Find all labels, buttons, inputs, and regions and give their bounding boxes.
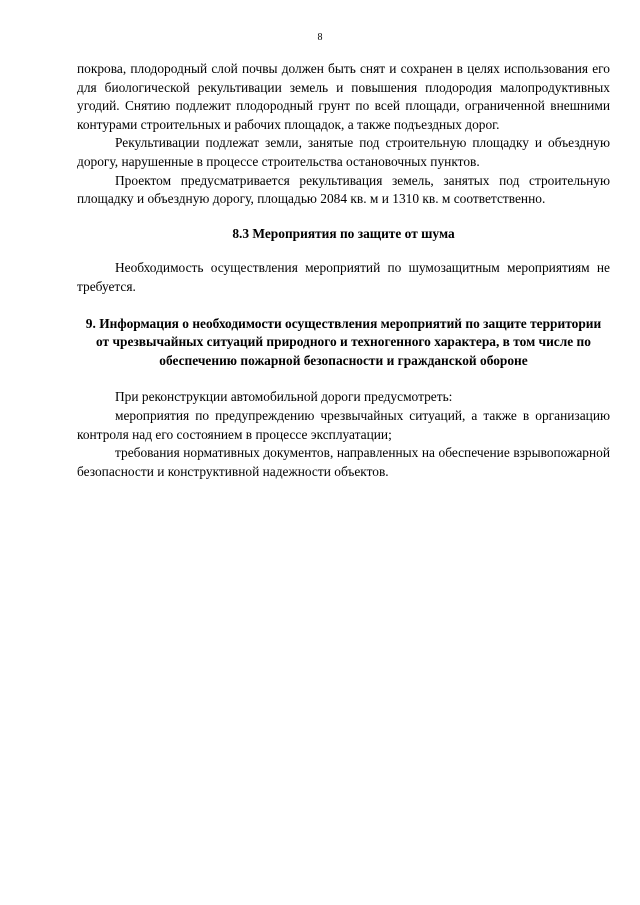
paragraph-noise-protection: Необходимость осуществления мероприятий по шумозащитным мероприятиям не требуется.	[77, 260, 610, 294]
page-body	[77, 60, 610, 481]
section-heading-noise-protection: 8.3 Мероприятия по защите от шума	[232, 225, 455, 241]
paragraph-regulatory-requirements: требования нормативных документов, направленных на обеспечение взрывопожарной безопасности и конструктивной надежности объектов.	[77, 445, 610, 479]
paragraph-recultivation-area: Проектом предусматривается рекультивация земель, занятых под строительную площадку и объездную дорогу, площадью 2084 кв. м и 1310 кв. м соответственно.	[77, 172, 610, 207]
paragraph-recultivation-lands: Рекультивации подлежат земли, занятые под строительную площадку и объездную дорогу, нарушенные в процессе строительства остановочных пунктов.	[77, 135, 610, 169]
paragraph-emergency-prevention: мероприятия по предупреждению чрезвычайных ситуаций, а также в организацию контроля над его состоянием в процессе эксплуатации;	[77, 407, 610, 442]
paragraph-reconstruction-intro: При реконструкции автомобильной дороги предусмотреть:	[115, 389, 453, 405]
section-heading-emergency-measures: 9. Информация о необходимости осуществления мероприятий по защите территории от чрезвычайных ситуаций природного и техногенного характера, в том числе по обеспечению пожарной безопасности и гражданской обороне	[85, 315, 602, 368]
page-number: 8	[317, 32, 323, 43]
paragraph-soil-removal: покрова, плодородный слой почвы должен быть снят и сохранен в целях использования его для биологической рекультивации земель и повышения плодородия малопродуктивных угодий. Снятию подлежит плодородный грунт по всей площади, ограниченной внешними контурами строительных и рабочих площадок, а также подъездных дорог.	[77, 61, 610, 132]
